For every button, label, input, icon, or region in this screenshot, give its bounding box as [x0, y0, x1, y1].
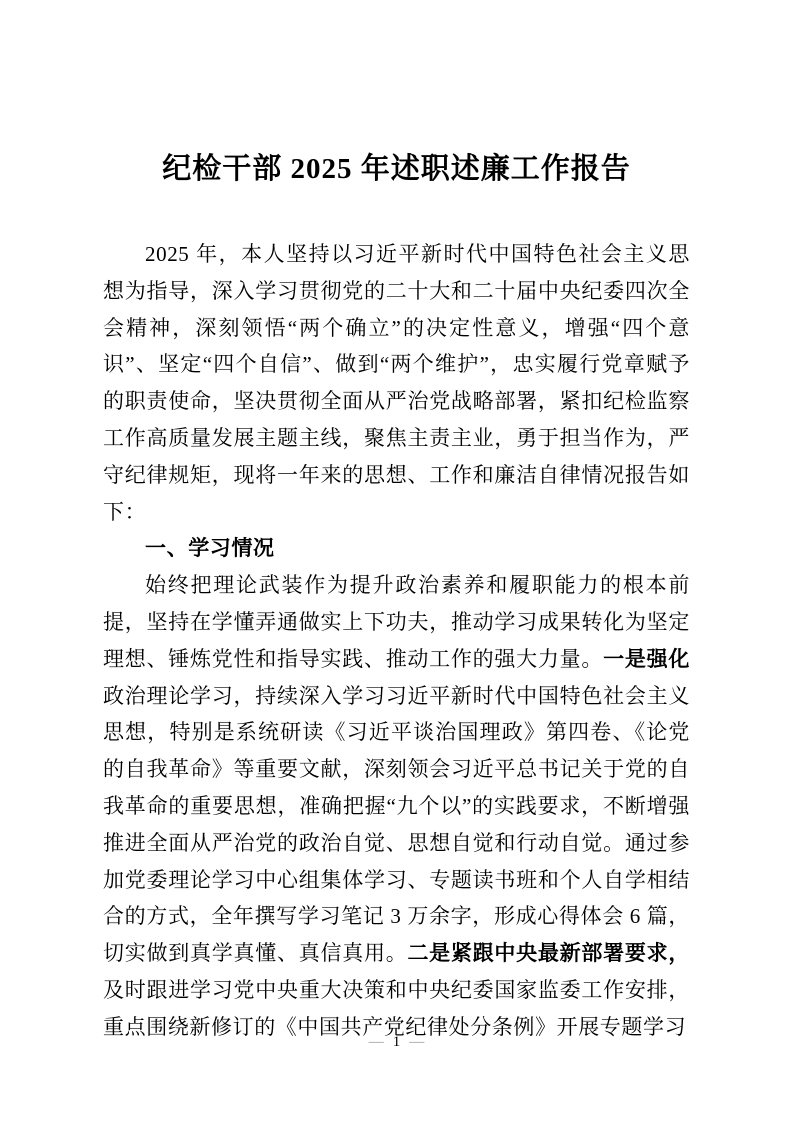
document-content	[103, 148, 690, 1046]
text-run-bold: 一是强化	[603, 646, 690, 671]
document-body	[103, 236, 690, 1046]
paragraph	[103, 236, 690, 530]
section-heading	[103, 530, 690, 567]
text-run: 2025 年，本人坚持以习近平新时代中国特色社会主义思想为指导，深入学习贯彻党的二十大和二十届中央纪委四次全会精神，深刻领悟“两个确立”的决定性意义，增强“四个意识”、坚定“四个自信”、做到“两个维护”，忠实履行党章赋予的职责使命，坚决贯彻全面从严治党战略部署，紧扣纪检监察工作高质量发展主题主线，聚焦主责主业，勇于担当作为，严守纪律规矩，现将一年来的思想、工作和廉洁自律情况报告如下：	[103, 242, 690, 524]
text-run-bold: 二是紧跟中央最新部署要求，	[407, 941, 690, 966]
footer-dash-left: —	[368, 1034, 384, 1050]
text-run-bold: 一、学习情况	[145, 536, 275, 561]
text-run: 政治理论学习，持续深入学习习近平新时代中国特色社会主义思想，特别是系统研读《习近平谈治国理政》第四卷、《论党的自我革命》等重要文献，深刻领会习近平总书记关于党的自我革命的重要思想，准确把握“九个以”的实践要求，不断增强推进全面从严治党的政治自觉、思想自觉和行动自觉。通过参加党委理论学习中心组集体学习、专题读书班和个人自学相结合的方式，全年撰写学习笔记 3 万余字，形成心得体会 6 篇，切实做到真学真懂、真信真用。	[103, 683, 690, 966]
footer-dash-right: —	[409, 1034, 425, 1050]
text-run: 及时跟进学习党中央重大决策和中央纪委国家监委工作安排，重点围绕新修订的《中国共产党纪律处分条例》开展专题学习	[103, 977, 690, 1039]
page-number: 1	[392, 1034, 401, 1050]
text-run: 始终把理论武装作为提升政治素养和履职能力的根本前提，坚持在学懂弄通做实上下功夫，推动学习成果转化为坚定理想、锤炼党性和指导实践、推动工作的强大力量。	[103, 573, 690, 671]
page-footer	[0, 1032, 793, 1052]
paragraph	[103, 567, 690, 1045]
document-title: 纪检干部 2025 年述职述廉工作报告	[162, 153, 631, 185]
